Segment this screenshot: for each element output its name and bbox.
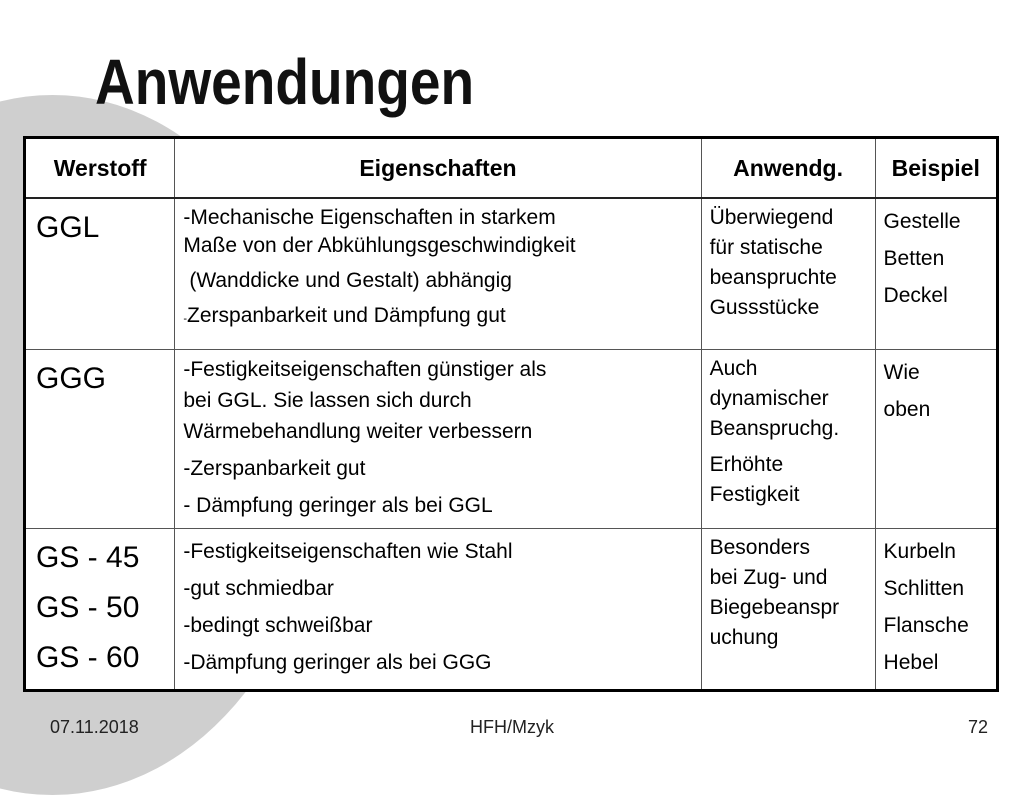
application-line: bei Zug- und [709, 566, 828, 589]
property-line: -Mechanische Eigenschaften in starkem [183, 206, 556, 229]
header-werkstoff: Werstoff [25, 138, 175, 199]
footer-page-number: 72 [967, 717, 988, 737]
examples-cell [875, 529, 997, 691]
property-line: -Zerspanbarkeit gut [183, 457, 366, 480]
property-line: Maße von der Abkühlungsgeschwindigkeit [183, 234, 576, 257]
example-line: oben [883, 398, 931, 421]
application-line: Auch [709, 357, 758, 380]
property-bullet: - [183, 313, 188, 325]
property-line: (Wanddicke und Gestalt) abhängig [189, 269, 512, 292]
property-line: bei GGL. Sie lassen sich durch [183, 389, 472, 412]
material-cell [25, 198, 175, 350]
property-line: -Festigkeitseigenschaften wie Stahl [183, 540, 513, 563]
application-line: Überwiegend [709, 206, 834, 229]
footer-date: 07.11.2018 [50, 717, 139, 737]
material-cell [25, 350, 175, 529]
example-line: Betten [883, 247, 945, 270]
application-line: Festigkeit [709, 483, 800, 506]
properties-cell [175, 529, 701, 691]
page-title: Anwendungen [95, 46, 475, 118]
table-header-row [25, 138, 998, 199]
material-name: GS - 45 [36, 541, 140, 574]
header-anwendung: Anwendg. [701, 138, 875, 199]
property-line: -Dämpfung geringer als bei GGG [183, 651, 492, 674]
application-line: für statische [709, 236, 823, 259]
material-cell [25, 529, 175, 691]
property-line: -gut schmiedbar [183, 577, 334, 600]
example-line: Hebel [883, 651, 939, 674]
example-line: Gestelle [883, 210, 961, 233]
example-line: Flansche [883, 614, 969, 637]
application-line: Erhöhte [709, 453, 784, 476]
application-line: uchung [709, 626, 779, 649]
properties-cell [175, 198, 701, 350]
examples-cell [875, 198, 997, 350]
material-name: GS - 60 [36, 641, 140, 674]
materials-table [23, 136, 999, 692]
example-line: Wie [883, 361, 920, 384]
header-beispiel: Beispiel [875, 138, 997, 199]
example-line: Schlitten [883, 577, 965, 600]
table-row [25, 350, 998, 529]
application-line: Biegebeanspr [709, 596, 840, 619]
property-line: Wärmebehandlung weiter verbessern [183, 420, 533, 443]
property-line: -Festigkeitseigenschaften günstiger als [183, 358, 547, 381]
example-line: Deckel [883, 284, 948, 307]
application-line: dynamischer [709, 387, 829, 410]
application-cell [701, 350, 875, 529]
application-line: Gussstücke [709, 296, 820, 319]
application-cell [701, 198, 875, 350]
property-line: -bedingt schweißbar [183, 614, 373, 637]
application-line: Besonders [709, 536, 810, 559]
properties-cell [175, 350, 701, 529]
property-line: - Dämpfung geringer als bei GGL [183, 494, 493, 517]
header-eigenschaften: Eigenschaften [175, 138, 701, 199]
material-name: GGG [36, 362, 107, 395]
material-name: GS - 50 [36, 591, 140, 624]
application-line: beanspruchte [709, 266, 837, 289]
material-name: GGL [36, 211, 100, 244]
table-row [25, 198, 998, 350]
property-line [183, 301, 692, 334]
property-text: Zerspanbarkeit und Dämpfung gut [187, 304, 506, 327]
application-line: Beanspruchg. [709, 417, 840, 440]
example-line: Kurbeln [883, 540, 956, 563]
table-row [25, 529, 998, 691]
footer-author: HFH/Mzyk [470, 717, 554, 737]
examples-cell [875, 350, 997, 529]
application-cell [701, 529, 875, 691]
